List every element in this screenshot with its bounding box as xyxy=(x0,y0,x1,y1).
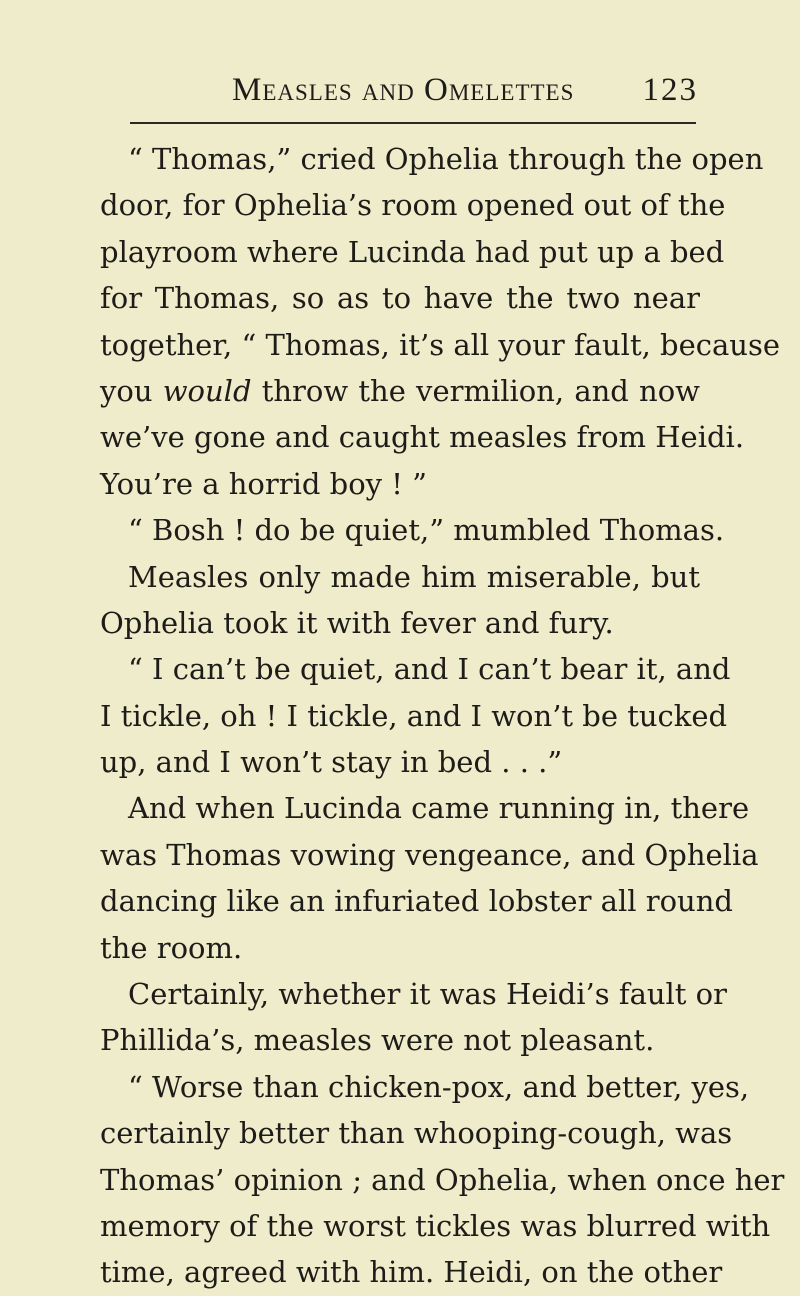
text-span: you xyxy=(100,373,153,408)
text-line: Phillida’s, measles were not pleasant. xyxy=(100,1023,655,1058)
page-number: 123 xyxy=(642,72,698,108)
text-line: was Thomas vowing vengeance, and Ophelia xyxy=(100,837,759,872)
text-line: memory of the worst tickles was blurred with xyxy=(100,1208,771,1243)
text-line: we’ve gone and caught measles from Heidi. xyxy=(100,420,745,455)
text-line: “ Worse than chicken-pox, and better, yes, xyxy=(128,1069,750,1104)
text-line: “ Thomas,” cried Ophelia through the open xyxy=(128,142,764,176)
chapter-title: Measles and Omelettes xyxy=(232,72,575,108)
text-line: Certainly, whether it was Heidi’s fault or xyxy=(128,977,728,1012)
text-line: door, for Ophelia’s room opened out of the xyxy=(100,188,726,223)
text-line: up, and I won’t stay in bed . . .” xyxy=(100,745,563,780)
header-rule xyxy=(130,122,696,124)
text-line: for Thomas, so as to have the two near xyxy=(100,281,700,316)
text-line: playroom where Lucinda had put up a bed xyxy=(100,234,725,269)
text-line: dancing like an infuriated lobster all round xyxy=(100,884,733,919)
text-line: “ I can’t be quiet, and I can’t bear it, and xyxy=(128,652,731,687)
text-line: Thomas’ opinion ; and Ophelia, when once her xyxy=(100,1162,785,1197)
text-line xyxy=(100,368,700,414)
text-line: I tickle, oh ! I tickle, and I won’t be tucked xyxy=(100,698,728,733)
text-span: throw the vermilion, and now xyxy=(261,373,701,408)
text-line: And when Lucinda came running in, there xyxy=(128,791,750,826)
text-line: “ Bosh ! do be quiet,” mumbled Thomas. xyxy=(128,513,725,548)
text-line: the room. xyxy=(100,930,243,965)
text-line: time, agreed with him. Heidi, on the other xyxy=(100,1255,723,1290)
emphasis-word: would xyxy=(162,373,252,408)
text-line: You’re a horrid boy ! ” xyxy=(100,466,427,501)
text-line: together, “ Thomas, it’s all your fault, because xyxy=(100,327,781,362)
running-head xyxy=(232,70,698,114)
text-line: Measles only made him miserable, but xyxy=(128,559,700,594)
text-line: Ophelia took it with fever and fury. xyxy=(100,605,614,640)
text-line: certainly better than whooping-cough, was xyxy=(100,1116,733,1151)
body-text xyxy=(100,136,785,1296)
